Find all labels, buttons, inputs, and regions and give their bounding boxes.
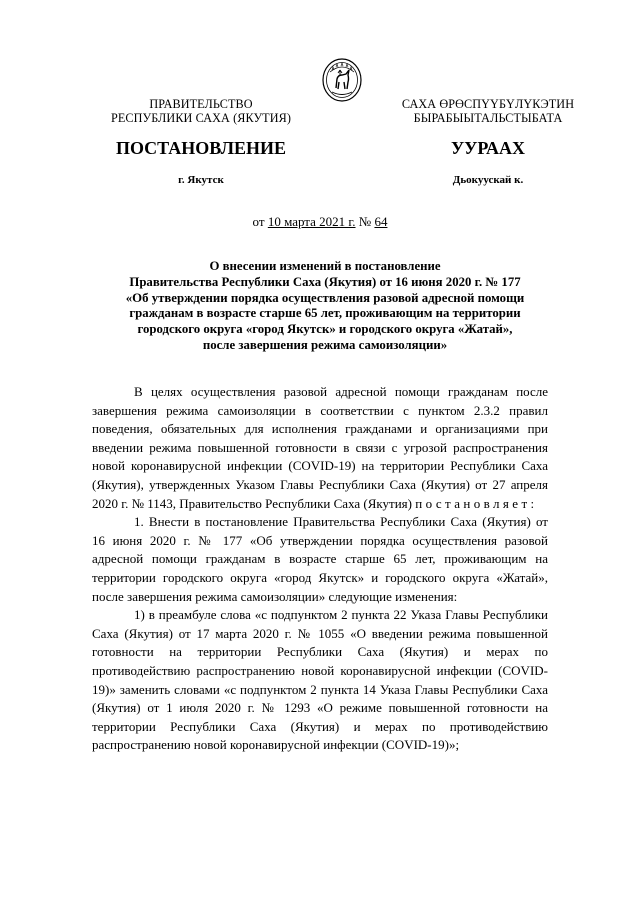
city-sakha: Дьокуускай к. xyxy=(452,174,524,186)
city-ru: г. Якутск xyxy=(178,174,224,186)
date-prefix: от xyxy=(252,214,265,229)
title-line: «Об утверждении порядка осуществления разовой адресной помощи xyxy=(125,290,525,305)
document-date-number xyxy=(0,214,640,230)
org-name-sakha-line1: САХА ӨРӨСПҮҮБҮЛҮКЭТИН xyxy=(401,97,575,111)
title-line: О внесении изменений в постановление xyxy=(209,259,441,273)
doctype-ru: ПОСТАНОВЛЕНИЕ xyxy=(115,138,287,158)
title-line: после завершения режима самоизоляции» xyxy=(202,337,448,352)
doctype-sakha: УУРААХ xyxy=(450,138,526,158)
title-line: городского округа «город Якутск» и городского округа «Жатай», xyxy=(137,322,513,337)
date-value: 10 марта 2021 г. xyxy=(267,214,356,229)
document-title xyxy=(90,259,560,354)
item-1-1-paragraph: 1) в преамбуле слова «с подпунктом 2 пункта 22 Указа Главы Республики Саха (Якутия) от 17 марта 2020 г. № 1055 «О введении режима повышенной готовности на территории Республики Саха (Якутия) и мерах по противодействию распространению новой коронавирусной инфекции (COVID-19)» заменить словами «с подпунктом 2 пункта 14 Указа Главы Республики Саха (Якутия) от 1 июля 2020 г. № 1293 «О режиме повышенной готовности на территории Республики Саха (Якутия) и мерах по противодействию распространению новой коронавирусной инфекции (COVID-19)»; xyxy=(92,607,548,753)
title-line: Правительства Республики Саха (Якутия) от 16 июня 2020 г. № 177 xyxy=(129,274,521,289)
document-body xyxy=(92,383,548,755)
org-name-sakha-line2: БЫРАБЫЫТАЛЬСТЫБАТА xyxy=(413,111,563,125)
resolves-word: постановляет: xyxy=(415,495,538,511)
org-name-ru xyxy=(96,97,306,125)
title-line: гражданам в возрасте старше 65 лет, проживающим на территории xyxy=(129,306,521,321)
org-name-ru-line2: РЕСПУБЛИКИ САХА (ЯКУТИЯ) xyxy=(110,111,292,125)
number-value: 64 xyxy=(374,214,388,229)
number-prefix: № xyxy=(358,214,372,229)
item-1-paragraph: 1. Внести в постановление Правительства Республики Саха (Якутия) от 16 июня 2020 г. № 177 «Об утверждении порядка осуществления разовой адресной помощи гражданам в возрасте старше 65 лет, проживающим на территории городского округа «город Якутск» и городского округа «Жатай», после завершения режима самоизоляции» следующие изменения: xyxy=(92,514,548,604)
coat-of-arms-icon xyxy=(322,58,362,102)
preamble-paragraph xyxy=(92,383,548,513)
org-name-sakha xyxy=(388,97,588,125)
preamble-text: В целях осуществления разовой адресной помощи гражданам после завершения режима самоизоляции в соответствии с пунктом 2.3.2 правил поведения, обязательных для исполнения гражданами и организациями при введении режима повышенной готовности в связи с угрозой распространения новой коронавирусной инфекции (COVID-19) на территории Республики Саха (Якутия), утвержденных Указом Главы Республики Саха (Якутия) от 27 апреля 2020 г. № 1143, Правительство Республики Саха (Якутия) xyxy=(92,384,548,511)
org-name-ru-line1: ПРАВИТЕЛЬСТВО xyxy=(149,97,253,111)
